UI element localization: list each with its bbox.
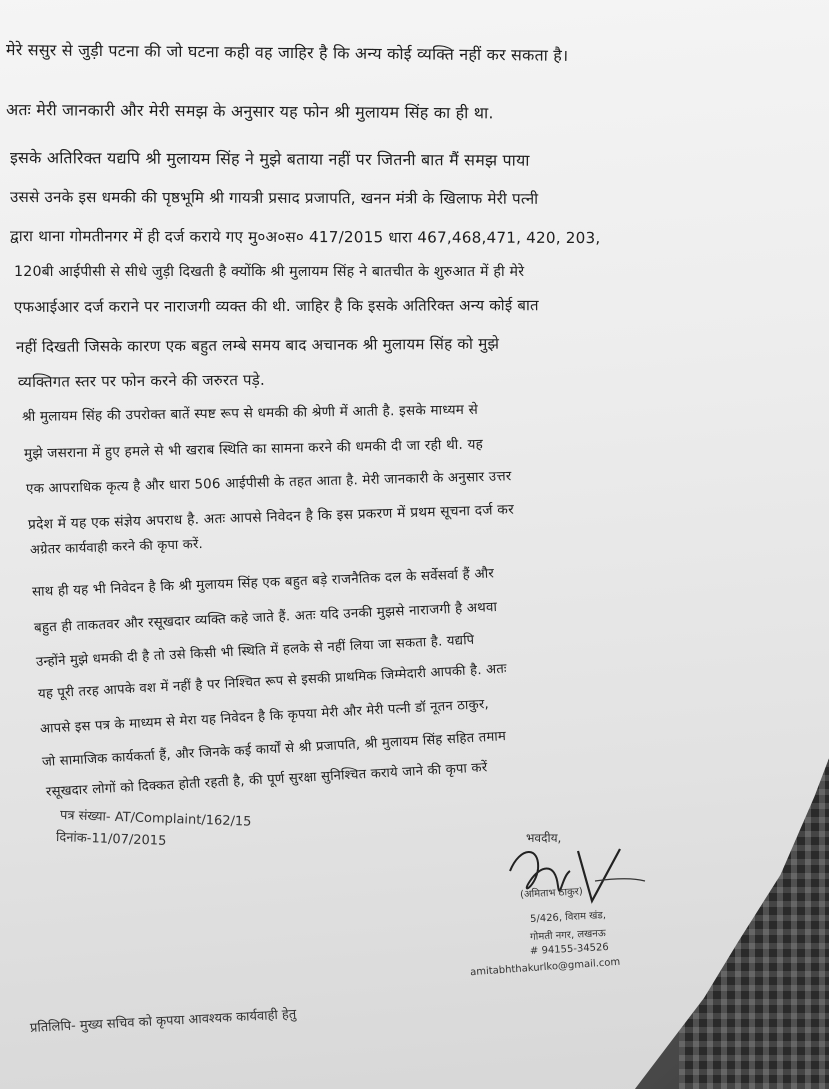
- body-line: रसूखदार लोगों को दिक्कत होती रहती है, की पूर्ण सुरक्षा सुनिश्चित कराये जाने की कृपा करें: [45, 760, 488, 800]
- signatory-address-line-2: गोमती नगर, लखनऊ: [529, 928, 606, 943]
- body-line: द्वारा थाना गोमतीनगर में ही दर्ज कराये गए मु०अ०स० 417/2015 धारा 467,468,471, 420, 203,: [9, 227, 601, 248]
- signatory-address-line-1: 5/426, विराम खंड,: [529, 910, 607, 925]
- body-line: एक आपराधिक कृत्य है और धारा 506 आईपीसी के तहत आता है. मेरी जानकारी के अनुसार उत्तर: [25, 469, 512, 497]
- signature-block: [469, 831, 660, 985]
- signatory-email: amitabhthakurlko@gmail.com: [469, 956, 621, 979]
- body-line: इसके अतिरिक्त यद्यपि श्री मुलायम सिंह ने मुझे बताया नहीं पर जितनी बात मैं समझ पाया: [9, 148, 530, 170]
- body-line: प्रदेश में यह एक संज्ञेय अपराध है. अतः आपसे निवेदन है कि इस प्रकरण में प्रथम सूचना दर्ज कर: [27, 501, 515, 533]
- body-line: मुझे जसराना में हुए हमले से भी खराब स्थिति का सामना करने की धमकी दी जा रही थी. यह: [23, 436, 484, 462]
- body-line: जो सामाजिक कार्यकर्ता हैं, और जिनके कई कार्यों से श्री प्रजापति, श्री मुलायम सिंह सहित तमाम: [41, 729, 507, 770]
- body-line: आपसे इस पत्र के माध्यम से मेरा यह निवेदन है कि कृपया मेरी और मेरी पत्नी डॉ नूतन ठाकुर,: [39, 696, 490, 737]
- body-line: मेरे ससुर से जुड़ी पटना की जो घटना कही वह जाहिर है कि अन्य कोई व्यक्ति नहीं कर सकता है।: [5, 40, 569, 65]
- letter-reference-number: पत्र संख्या- AT/Complaint/162/15: [59, 808, 252, 830]
- letter-date: दिनांक-11/07/2015: [55, 830, 167, 849]
- body-line: 120बी आईपीसी से सीधे जुड़ी दिखती है क्योंकि श्री मुलायम सिंह ने बातचीत के शुरुआत में ही मेरे: [14, 264, 525, 280]
- body-line: अतः मेरी जानकारी और मेरी समझ के अनुसार यह फोन श्री मुलायम सिंह का ही था.: [5, 100, 494, 123]
- signatory-name: (अमिताभ ठाकुर): [519, 886, 584, 901]
- body-line: यह पूरी तरह आपके वश में नहीं है पर निश्चित रूप से इसकी प्राथमिक जिम्मेदारी आपकी है. अतः: [37, 661, 508, 702]
- closing-text: भवदीय,: [526, 831, 562, 845]
- body-line: उससे उनके इस धमकी की पृष्ठभूमि श्री गायत्री प्रसाद प्रजापति, खनन मंत्री के खिलाफ मेरी पत्नी: [9, 188, 539, 208]
- signatory-phone: # 94155-34526: [529, 941, 610, 958]
- copy-to-line: प्रतिलिपि- मुख्य सचिव को कृपया आवश्यक कार्यवाही हेतु: [29, 1007, 297, 1036]
- body-line: श्री मुलायम सिंह की उपरोक्त बातें स्पष्ट रूप से धमकी की श्रेणी में आती है. इसके माध्यम से: [21, 401, 479, 425]
- body-line: अग्रेतर कार्यवाही करने की कृपा करें.: [29, 536, 204, 558]
- body-line: एफआईआर दर्ज कराने पर नाराजगी व्यक्त की थी. जाहिर है कि इसके अतिरिक्त अन्य कोई बात: [13, 296, 539, 316]
- body-line: नहीं दिखती जिसके कारण एक बहुत लम्बे समय बाद अचानक श्री मुलायम सिंह को मुझे: [15, 334, 500, 356]
- body-line: उन्होंने मुझे धमकी दी है तो उसे किसी भी स्थिति में हलके से नहीं लिया जा सकता है. यद्यपि: [35, 632, 475, 670]
- body-line: बहुत ही ताकतवर और रसूखदार व्यक्ति कहे जाते हैं. अतः यदि उनकी मुझसे नाराजगी है अथवा: [33, 599, 498, 636]
- body-line: व्यक्तिगत स्तर पर फोन करने की जरुरत पड़े.: [17, 370, 265, 391]
- body-line: साथ ही यह भी निवेदन है कि श्री मुलायम सिंह एक बहुत बड़े राजनैतिक दल के सर्वेसर्वा हैं और: [31, 566, 495, 600]
